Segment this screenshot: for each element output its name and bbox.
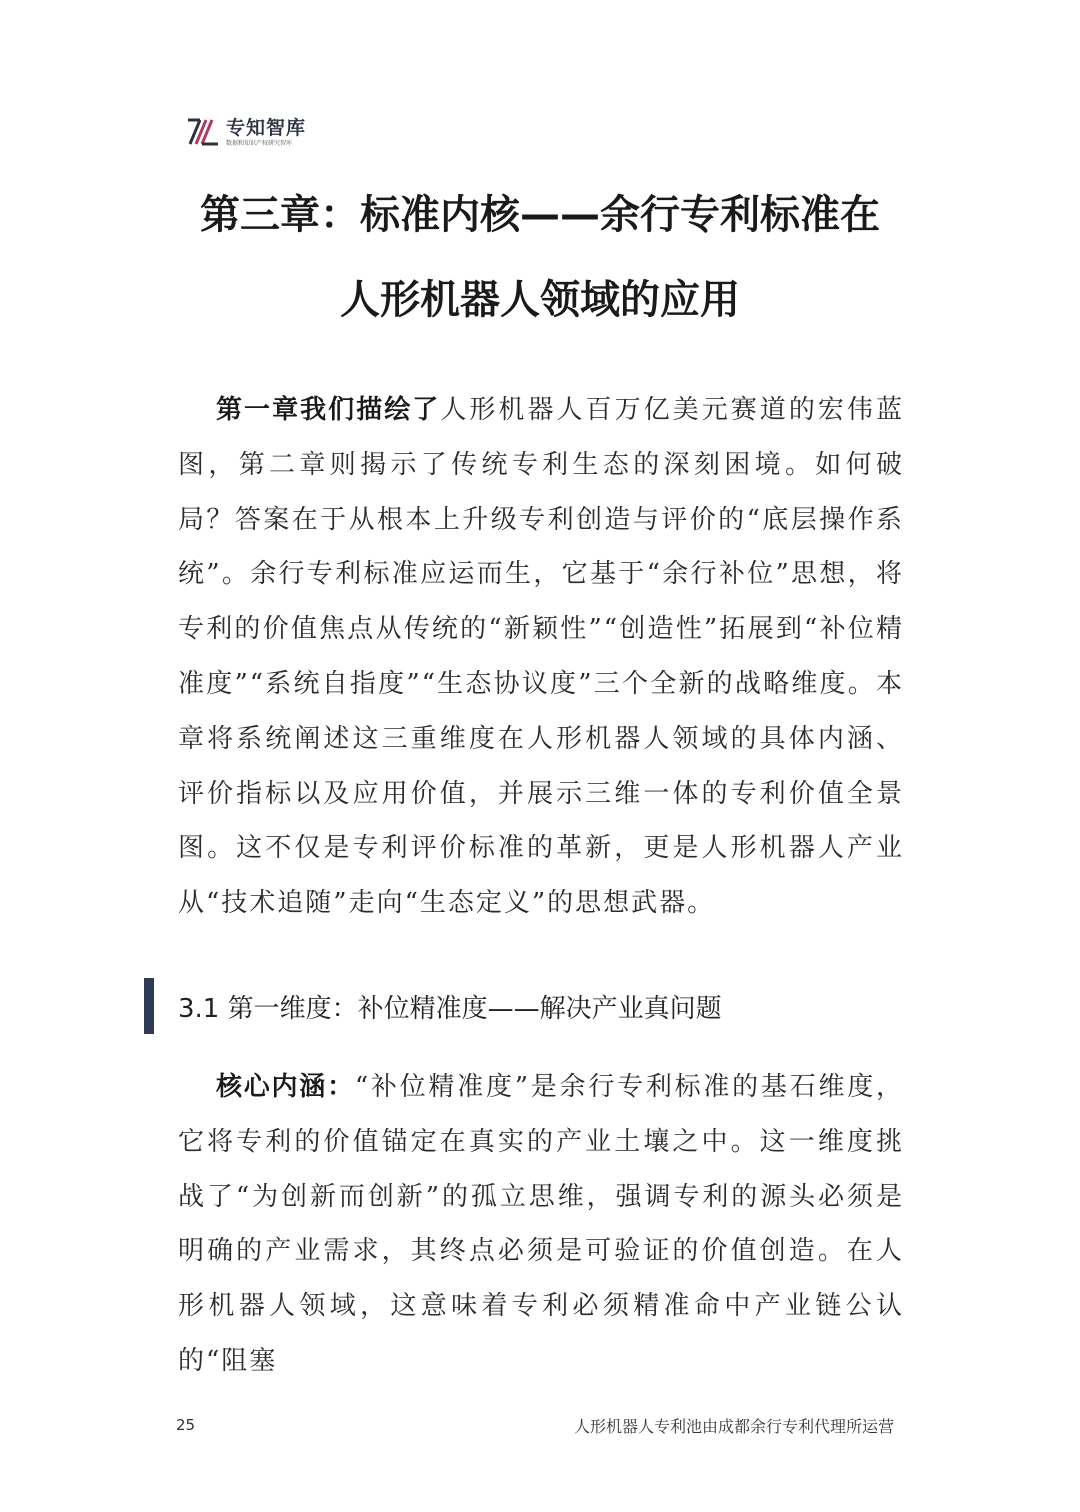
core-paragraph bbox=[178, 1060, 904, 1389]
core-body: “补位精准度”是余行专利标准的基石维度，它将专利的价值锚定在真实的产业土壤之中。这一维度挑战了“为创新而创新”的孤立思维，强调专利的源头必须是明确的产业需求，其终点必须是可验证的价值创造。在人形机器人领域，这意味着专利必须精准命中产业链公认的“阻塞 bbox=[178, 1072, 904, 1376]
footer-text: 人形机器人专利池由成都余行专利代理所运营 bbox=[573, 1417, 894, 1436]
page-number: 25 bbox=[176, 1416, 196, 1434]
core-lead: 核心内涵： bbox=[216, 1072, 355, 1102]
section-heading bbox=[144, 978, 722, 1034]
zl-monogram-logo-icon bbox=[186, 116, 220, 148]
section-accent-bar bbox=[144, 978, 154, 1034]
chapter-title-line-1: 第三章：标准内核——余行专利标准在 bbox=[200, 192, 880, 238]
intro-paragraph bbox=[178, 383, 904, 931]
logo-name: 专知智库 bbox=[226, 116, 307, 139]
intro-body: 人形机器人百万亿美元赛道的宏伟蓝图，第二章则揭示了传统专利生态的深刻困境。如何破局？答案在于从根本上升级专利创造与评价的“底层操作系统”。余行专利标准应运而生，它基于“余行补位”思想，将专利的价值焦点从传统的“新颖性”“创造性”拓展到“补位精准度”“系统自指度”“生态协议度”三个全新的战略维度。本章将系统阐述这三重维度在人形机器人领域的具体内涵、评价指标以及应用价值，并展示三维一体的专利价值全景图。这不仅是专利评价标准的革新，更是人形机器人产业从“技术追随”走向“生态定义”的思想武器。 bbox=[178, 395, 904, 919]
logo-tagline: 数据和知识产权研究智库 bbox=[226, 139, 293, 147]
intro-lead: 第一章我们描绘了 bbox=[216, 395, 441, 425]
header-logo bbox=[186, 112, 306, 152]
chapter-title-line-2: 人形机器人领域的应用 bbox=[340, 277, 740, 323]
section-title: 3.1 第一维度：补位精准度——解决产业真问题 bbox=[178, 993, 722, 1024]
